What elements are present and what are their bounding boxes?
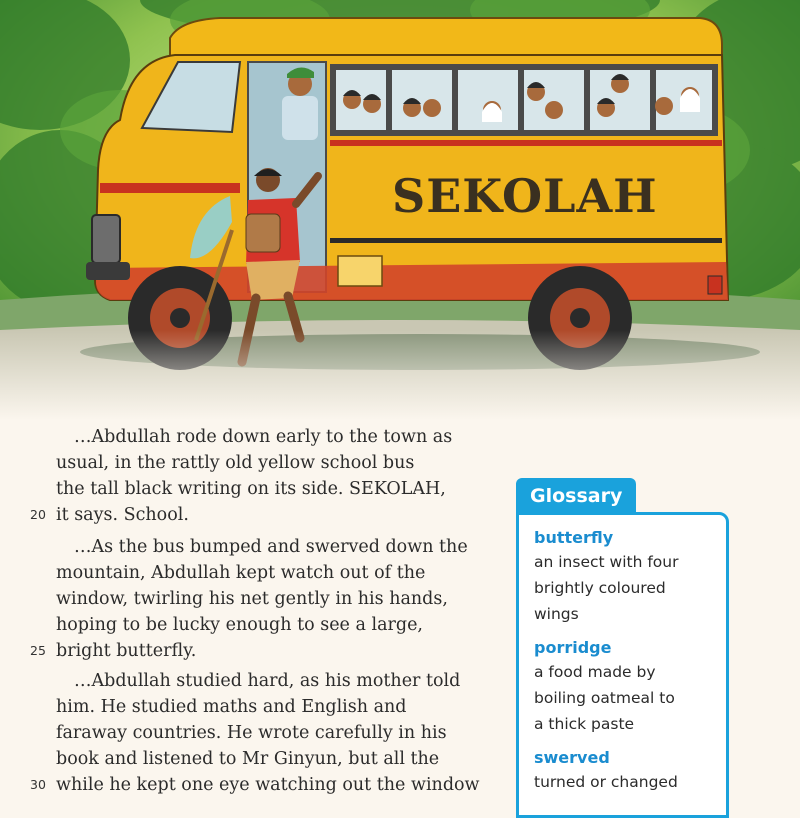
glossary-panel: [513, 478, 729, 808]
glossary-definition-line: an insect with four: [534, 553, 679, 571]
glossary-definition-line: boiling oatmeal to: [534, 689, 675, 707]
story-line: while he kept one eye watching out the window: [56, 775, 480, 795]
glossary-definition-line: a food made by: [534, 663, 656, 681]
story-line: book and listened to Mr Ginyun, but all the: [56, 749, 440, 769]
story-line: usual, in the rattly old yellow school bus: [56, 453, 415, 473]
glossary-term: butterfly: [534, 528, 614, 547]
story-line: hoping to be lucky enough to see a large,: [56, 615, 423, 635]
story-line: faraway countries. He wrote carefully in his: [56, 723, 447, 743]
line-number: 25: [30, 643, 46, 658]
glossary-term: porridge: [534, 638, 612, 657]
glossary-definition-line: turned or changed: [534, 773, 678, 791]
glossary-entry: [534, 747, 724, 795]
glossary-entry: [534, 637, 724, 737]
story-line: the tall black writing on its side. SEKOLAH,: [56, 479, 446, 499]
story-line: him. He studied maths and English and: [56, 697, 407, 717]
line-number: 20: [30, 507, 46, 522]
glossary-box: [516, 512, 729, 818]
story-line: window, twirling his net gently in his hands,: [56, 589, 448, 609]
glossary-term: swerved: [534, 748, 610, 767]
bus-sign: SEKOLAH: [392, 169, 658, 223]
glossary-entry: [534, 527, 724, 627]
story-line: bright butterfly.: [56, 641, 197, 661]
glossary-definition-line: a thick paste: [534, 715, 635, 733]
story-line: …Abdullah studied hard, as his mother told: [74, 671, 461, 691]
story-line: mountain, Abdullah kept watch out of the: [56, 563, 426, 583]
glossary-title: Glossary: [516, 478, 636, 512]
story-line: …As the bus bumped and swerved down the: [74, 537, 468, 557]
glossary-definition-line: wings: [534, 605, 579, 623]
story-line: …Abdullah rode down early to the town as: [74, 427, 453, 447]
story-line: it says. School.: [56, 505, 189, 525]
line-number: 30: [30, 777, 46, 792]
glossary-definition-line: brightly coloured: [534, 579, 666, 597]
